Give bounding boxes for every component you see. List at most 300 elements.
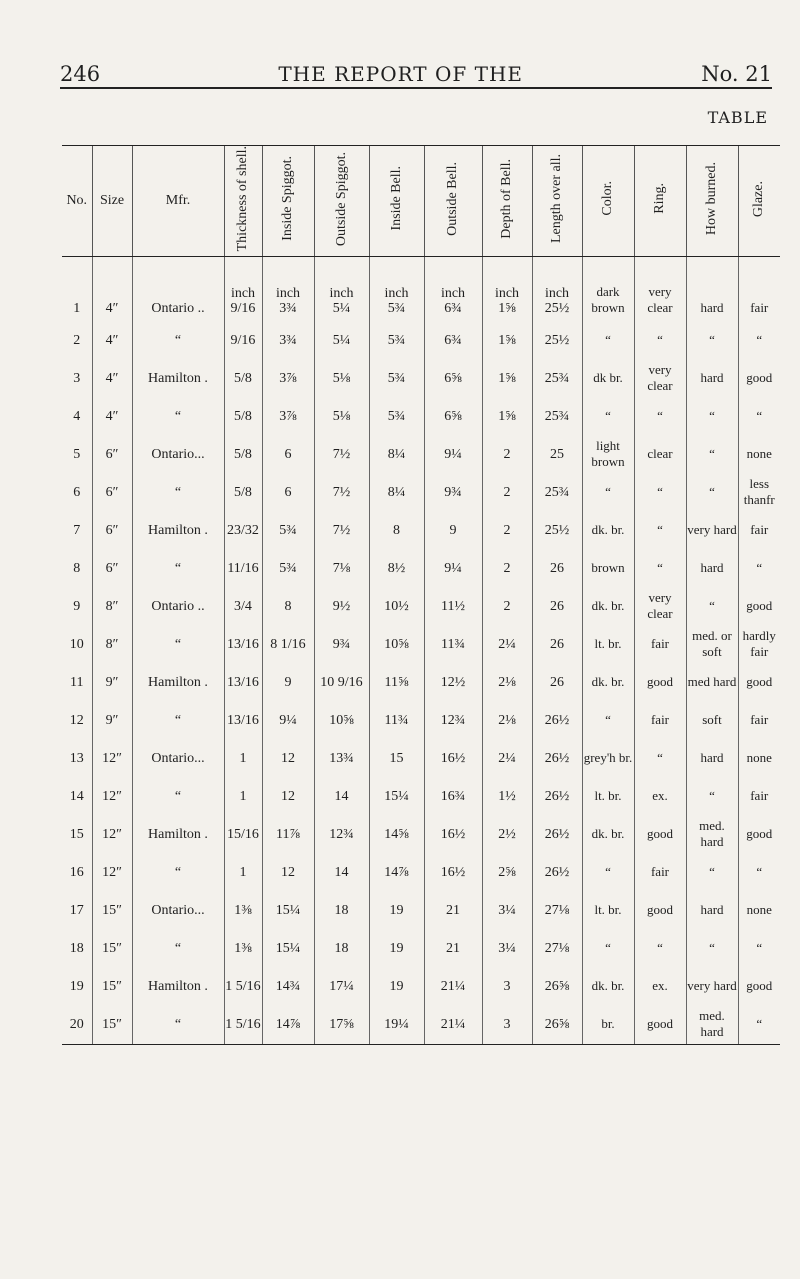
table-cell: 1 xyxy=(224,778,262,816)
table-cell: “ xyxy=(686,854,738,892)
table-cell: “ xyxy=(738,930,780,968)
table-cell: 11¾ xyxy=(369,702,424,740)
data-table xyxy=(62,145,780,1045)
table-cell: 9″ xyxy=(92,664,132,702)
table-cell: 19 xyxy=(369,968,424,1006)
table-cell: “ xyxy=(132,702,224,740)
table-cell: good xyxy=(738,588,780,626)
table-cell: 27⅛ xyxy=(532,892,582,930)
table-cell: 2¼ xyxy=(482,626,532,664)
table-cell: 2¼ xyxy=(482,740,532,778)
table-cell: 2 xyxy=(482,436,532,474)
table-cell: 25¾ xyxy=(532,474,582,512)
table-cell: 16½ xyxy=(424,740,482,778)
table-cell: 10½ xyxy=(369,588,424,626)
table-cell: 4 xyxy=(73,409,81,425)
table-cell: less thanfr xyxy=(738,474,780,512)
table-cell: 3⅞ xyxy=(262,360,314,398)
table-row xyxy=(62,257,780,323)
table-cell: 12 xyxy=(262,854,314,892)
table-row xyxy=(62,664,780,702)
table-cell: 9/16 xyxy=(224,322,262,360)
table-cell: hard xyxy=(686,892,738,930)
table-cell: 5¼ xyxy=(314,322,369,360)
table-cell: 13/16 xyxy=(224,702,262,740)
table-cell: 16¾ xyxy=(424,778,482,816)
table-cell: 18 xyxy=(69,941,84,957)
table-cell: 18 xyxy=(314,892,369,930)
table-cell: 17 xyxy=(69,903,84,919)
table-cell: none xyxy=(738,436,780,474)
table-cell: fair xyxy=(738,702,780,740)
table-cell: 2⅛ xyxy=(482,664,532,702)
table-cell: 6 xyxy=(262,474,314,512)
table-cell: 12″ xyxy=(92,854,132,892)
column-header: Outside Bell. xyxy=(424,146,482,257)
table-cell: Ontario... xyxy=(132,740,224,778)
column-header: Inside Spiggot. xyxy=(262,146,314,257)
table-cell: med. or soft xyxy=(686,626,738,664)
table-cell: fair xyxy=(634,702,686,740)
table-cell: 8½ xyxy=(369,550,424,588)
table-cell: “ xyxy=(634,322,686,360)
table-cell: 19 xyxy=(369,892,424,930)
table-cell: “ xyxy=(634,740,686,778)
table-cell: 11 xyxy=(70,675,84,691)
unit-label: inch xyxy=(544,285,570,301)
table-cell: 7 xyxy=(73,523,81,539)
table-cell: good xyxy=(634,892,686,930)
table-cell: 15″ xyxy=(92,930,132,968)
table-cell: ex. xyxy=(634,968,686,1006)
running-title: THE REPORT OF THE xyxy=(278,62,524,86)
table-cell: 2½ xyxy=(482,816,532,854)
table-cell: 6″ xyxy=(92,436,132,474)
table-cell: 13¾ xyxy=(314,740,369,778)
table-cell: very hard xyxy=(686,968,738,1006)
table-cell: 6″ xyxy=(92,550,132,588)
table-cell: 9 xyxy=(73,599,81,615)
table-cell: “ xyxy=(132,1006,224,1045)
table-cell: 9¾ xyxy=(314,626,369,664)
table-row xyxy=(62,398,780,436)
table-cell: 8¼ xyxy=(369,436,424,474)
table-cell: 12 xyxy=(262,740,314,778)
table-cell: 3¼ xyxy=(482,892,532,930)
table-cell: hardly fair xyxy=(738,626,780,664)
column-header: No. xyxy=(62,146,92,257)
table-cell: 17⅝ xyxy=(314,1006,369,1045)
table-cell: 14 xyxy=(69,789,84,805)
table-cell: hard xyxy=(686,360,738,398)
table-cell: 7½ xyxy=(314,474,369,512)
table-cell: inch 3¾ xyxy=(262,257,314,323)
table-cell: “ xyxy=(582,854,634,892)
table-cell: 26 xyxy=(532,550,582,588)
table-cell: 25 xyxy=(532,436,582,474)
table-cell: 4″ xyxy=(92,398,132,436)
table-cell: med. hard xyxy=(686,816,738,854)
table-cell: 3⅞ xyxy=(262,398,314,436)
table-cell: 17¼ xyxy=(314,968,369,1006)
table-cell: 16 xyxy=(69,865,84,881)
table-cell: 4″ xyxy=(92,257,132,323)
table-cell: dk. br. xyxy=(582,816,634,854)
table-cell: “ xyxy=(634,512,686,550)
table-cell: br. xyxy=(582,1006,634,1045)
table-cell: “ xyxy=(132,322,224,360)
table-cell: grey'h br. xyxy=(582,740,634,778)
table-cell: 1⅜ xyxy=(224,930,262,968)
table-cell: 5¾ xyxy=(369,360,424,398)
table-cell: very hard xyxy=(686,512,738,550)
table-cell: 25¾ xyxy=(532,360,582,398)
table-cell: 4″ xyxy=(92,322,132,360)
table-cell: 19 xyxy=(69,979,84,995)
table-cell: 14¾ xyxy=(262,968,314,1006)
table-cell: hard xyxy=(686,257,738,323)
table-cell: Hamilton . xyxy=(132,512,224,550)
table-cell: 12 xyxy=(69,713,84,729)
table-row xyxy=(62,550,780,588)
table-cell: “ xyxy=(686,930,738,968)
column-header: Glaze. xyxy=(738,146,780,257)
table-cell: very clear xyxy=(634,588,686,626)
table-cell: 18 xyxy=(314,930,369,968)
table-body xyxy=(62,257,780,1045)
table-cell: 26½ xyxy=(532,816,582,854)
table-cell: 23/32 xyxy=(224,512,262,550)
table-cell: 12½ xyxy=(424,664,482,702)
table-cell: inch 5¾ xyxy=(369,257,424,323)
table-cell: 15¼ xyxy=(262,892,314,930)
table-cell: 15″ xyxy=(92,968,132,1006)
table-cell: 13/16 xyxy=(224,626,262,664)
table-cell: Ontario .. xyxy=(132,588,224,626)
table-cell: 11⅝ xyxy=(369,664,424,702)
table-cell: 3¼ xyxy=(482,930,532,968)
table-row xyxy=(62,474,780,512)
table-cell: “ xyxy=(132,398,224,436)
table-cell: good xyxy=(634,1006,686,1045)
table-cell: 10 9/16 xyxy=(314,664,369,702)
table-cell: 6⅝ xyxy=(424,398,482,436)
table-cell: “ xyxy=(132,854,224,892)
column-header: Size xyxy=(92,146,132,257)
table-cell: 5¾ xyxy=(369,398,424,436)
table-cell: 15″ xyxy=(92,1006,132,1045)
table-cell: 1½ xyxy=(482,778,532,816)
table-cell: 26½ xyxy=(532,854,582,892)
table-cell: 9¾ xyxy=(424,474,482,512)
table-cell: 9 xyxy=(424,512,482,550)
page-number: 246 xyxy=(60,62,101,86)
table-row xyxy=(62,626,780,664)
table-cell: “ xyxy=(686,322,738,360)
table-cell: 5/8 xyxy=(224,436,262,474)
table-cell: 3¾ xyxy=(262,322,314,360)
table-cell: 8 1/16 xyxy=(262,626,314,664)
table-cell: dk. br. xyxy=(582,664,634,702)
table-row xyxy=(62,930,780,968)
column-header: Outside Spiggot. xyxy=(314,146,369,257)
table-cell: 12¾ xyxy=(424,702,482,740)
table-cell: 3/4 xyxy=(224,588,262,626)
table-cell: 9½ xyxy=(314,588,369,626)
table-row xyxy=(62,778,780,816)
table-cell: lt. br. xyxy=(582,778,634,816)
table-cell: 1 xyxy=(224,740,262,778)
table-cell: “ xyxy=(582,322,634,360)
table-cell: “ xyxy=(686,588,738,626)
table-cell: dk. br. xyxy=(582,968,634,1006)
column-header: Length over all. xyxy=(532,146,582,257)
page-header xyxy=(60,50,772,86)
table-cell: 5⅛ xyxy=(314,360,369,398)
table-cell: 12″ xyxy=(92,778,132,816)
table-cell: “ xyxy=(582,474,634,512)
table-cell: “ xyxy=(634,550,686,588)
table-cell: 26 xyxy=(532,588,582,626)
table-cell: 1 xyxy=(73,301,81,317)
table-cell: 3 xyxy=(73,371,81,387)
table-cell: good xyxy=(634,816,686,854)
table-cell: 3 xyxy=(482,1006,532,1045)
table-cell: “ xyxy=(582,398,634,436)
table-cell: dark brown xyxy=(582,257,634,323)
table-cell: 2⅛ xyxy=(482,702,532,740)
table-cell: 5/8 xyxy=(224,474,262,512)
table-row xyxy=(62,816,780,854)
table-cell: 1⅜ xyxy=(224,892,262,930)
table-cell: 15¼ xyxy=(262,930,314,968)
table-cell: “ xyxy=(686,398,738,436)
table-row xyxy=(62,322,780,360)
table-cell: 6¾ xyxy=(424,322,482,360)
table-cell: 25½ xyxy=(532,322,582,360)
table-cell: 10⅝ xyxy=(314,702,369,740)
header-rule xyxy=(60,87,772,89)
table-cell: “ xyxy=(582,702,634,740)
table-cell: “ xyxy=(738,854,780,892)
table-cell: fair xyxy=(634,626,686,664)
table-cell: 11¾ xyxy=(424,626,482,664)
table-cell: very clear xyxy=(634,257,686,323)
column-header: Ring. xyxy=(634,146,686,257)
table-cell: inch 6¾ xyxy=(424,257,482,323)
table-cell: 15″ xyxy=(92,892,132,930)
table-cell: 2 xyxy=(482,512,532,550)
table-cell: “ xyxy=(634,930,686,968)
table-cell: dk. br. xyxy=(582,588,634,626)
table-row xyxy=(62,892,780,930)
table-cell: 21¼ xyxy=(424,968,482,1006)
table-row xyxy=(62,702,780,740)
unit-label: inch xyxy=(329,285,354,301)
table-cell: 15 xyxy=(369,740,424,778)
table-cell: Ontario... xyxy=(132,436,224,474)
table-cell: 12″ xyxy=(92,740,132,778)
table-cell: 5¾ xyxy=(262,512,314,550)
table-cell: 8 xyxy=(262,588,314,626)
table-cell: 5/8 xyxy=(224,398,262,436)
table-cell: lt. br. xyxy=(582,892,634,930)
table-cell: “ xyxy=(738,398,780,436)
table-cell: 7⅛ xyxy=(314,550,369,588)
table-cell: 13 xyxy=(69,751,84,767)
table-cell: 9″ xyxy=(92,702,132,740)
table-cell: 8¼ xyxy=(369,474,424,512)
table-cell: light brown xyxy=(582,436,634,474)
table-cell: 14 xyxy=(314,778,369,816)
table-cell: “ xyxy=(132,626,224,664)
table-cell: 1 xyxy=(224,854,262,892)
unit-label: inch xyxy=(275,285,301,301)
table-cell: “ xyxy=(738,550,780,588)
table-cell: 8″ xyxy=(92,626,132,664)
table-cell: 6 xyxy=(73,485,81,501)
table-cell: 5⅛ xyxy=(314,398,369,436)
table-cell: 2 xyxy=(482,550,532,588)
table-cell: “ xyxy=(132,550,224,588)
table-cell: 6⅝ xyxy=(424,360,482,398)
table-cell: 16½ xyxy=(424,854,482,892)
table-cell: 8 xyxy=(369,512,424,550)
table-cell: 21 xyxy=(424,892,482,930)
table-cell: brown xyxy=(582,550,634,588)
issue-number: No. 21 xyxy=(701,62,772,86)
table-cell: 25½ xyxy=(532,512,582,550)
table-row xyxy=(62,1006,780,1045)
table-cell: 12 xyxy=(262,778,314,816)
table-cell: 6″ xyxy=(92,512,132,550)
table-cell: 1 5/16 xyxy=(224,1006,262,1045)
column-header: Color. xyxy=(582,146,634,257)
table-cell: fair xyxy=(738,512,780,550)
table-cell: none xyxy=(738,892,780,930)
table-cell: 12¾ xyxy=(314,816,369,854)
table-header xyxy=(62,146,780,257)
table-cell: 19¼ xyxy=(369,1006,424,1045)
table-cell: med. hard xyxy=(686,1006,738,1045)
table-cell: 1⅝ xyxy=(482,322,532,360)
table-cell: 5/8 xyxy=(224,360,262,398)
table-cell: good xyxy=(738,664,780,702)
table-cell: 6″ xyxy=(92,474,132,512)
table-cell: 8″ xyxy=(92,588,132,626)
column-header: Depth of Bell. xyxy=(482,146,532,257)
table-cell: fair xyxy=(634,854,686,892)
table-cell: inch 9/16 xyxy=(224,257,262,323)
table-cell: 1⅝ xyxy=(482,360,532,398)
table-cell: hard xyxy=(686,740,738,778)
table-cell: 12″ xyxy=(92,816,132,854)
table-cell: Hamilton . xyxy=(132,360,224,398)
table-cell: 26½ xyxy=(532,702,582,740)
table-cell: dk. br. xyxy=(582,512,634,550)
table-cell: “ xyxy=(738,1006,780,1045)
table-row xyxy=(62,968,780,1006)
table-cell: 9 xyxy=(262,664,314,702)
table-cell: 14⅞ xyxy=(369,854,424,892)
table-cell: clear xyxy=(634,436,686,474)
table-cell: “ xyxy=(686,474,738,512)
table-cell: none xyxy=(738,740,780,778)
table-cell: good xyxy=(738,968,780,1006)
table-cell: 4″ xyxy=(92,360,132,398)
table-cell: 10 xyxy=(69,637,84,653)
column-header: Thickness of shell. xyxy=(224,146,262,257)
table-cell: 1 5/16 xyxy=(224,968,262,1006)
table-cell: 21¼ xyxy=(424,1006,482,1045)
table-cell: 16½ xyxy=(424,816,482,854)
table-cell: “ xyxy=(582,930,634,968)
table-cell: 11/16 xyxy=(224,550,262,588)
table-cell: Hamilton . xyxy=(132,664,224,702)
table-cell: 20 xyxy=(62,1006,92,1045)
table-cell: 5¾ xyxy=(262,550,314,588)
table-cell: med hard xyxy=(686,664,738,702)
table-cell: 14 xyxy=(314,854,369,892)
table-cell: dk br. xyxy=(582,360,634,398)
table-cell: 26⅝ xyxy=(532,1006,582,1045)
table-cell: “ xyxy=(686,778,738,816)
table-cell: soft xyxy=(686,702,738,740)
table-cell: inch 25½ xyxy=(532,257,582,323)
table-cell: “ xyxy=(738,322,780,360)
table-cell: 26 xyxy=(532,626,582,664)
table-row xyxy=(62,360,780,398)
table-row xyxy=(62,512,780,550)
table-cell: 19 xyxy=(369,930,424,968)
table-cell: 21 xyxy=(424,930,482,968)
unit-label: inch xyxy=(384,285,409,301)
table-cell: 2⅝ xyxy=(482,854,532,892)
table-cell: very clear xyxy=(634,360,686,398)
table-cell: “ xyxy=(634,398,686,436)
table-cell: hard xyxy=(686,550,738,588)
table-cell: 5¾ xyxy=(369,322,424,360)
table-cell: 9¼ xyxy=(424,550,482,588)
table-cell: 27⅛ xyxy=(532,930,582,968)
table-cell: “ xyxy=(132,474,224,512)
table-cell: 11⅞ xyxy=(262,816,314,854)
table-cell: 15/16 xyxy=(224,816,262,854)
table-cell: 7½ xyxy=(314,512,369,550)
table-cell: 9¼ xyxy=(424,436,482,474)
table-cell: fair xyxy=(738,257,780,323)
table-cell: 2 xyxy=(73,333,81,349)
table-cell: 2 xyxy=(482,588,532,626)
table-cell: 26½ xyxy=(532,778,582,816)
table-cell: 10⅝ xyxy=(369,626,424,664)
table-caption: TABLE xyxy=(707,108,768,127)
table-cell: Ontario... xyxy=(132,892,224,930)
table-cell: 26 xyxy=(532,664,582,702)
table-cell: fair xyxy=(738,778,780,816)
table-cell: 7½ xyxy=(314,436,369,474)
table-cell: 14⅝ xyxy=(369,816,424,854)
table-row xyxy=(62,740,780,778)
table-cell: 26½ xyxy=(532,740,582,778)
table-cell: “ xyxy=(132,778,224,816)
table-cell: lt. br. xyxy=(582,626,634,664)
unit-label: inch xyxy=(230,285,256,301)
table-cell: good xyxy=(634,664,686,702)
table-cell: 14⅞ xyxy=(262,1006,314,1045)
table-cell: “ xyxy=(132,930,224,968)
table-cell: 5 xyxy=(73,447,81,463)
